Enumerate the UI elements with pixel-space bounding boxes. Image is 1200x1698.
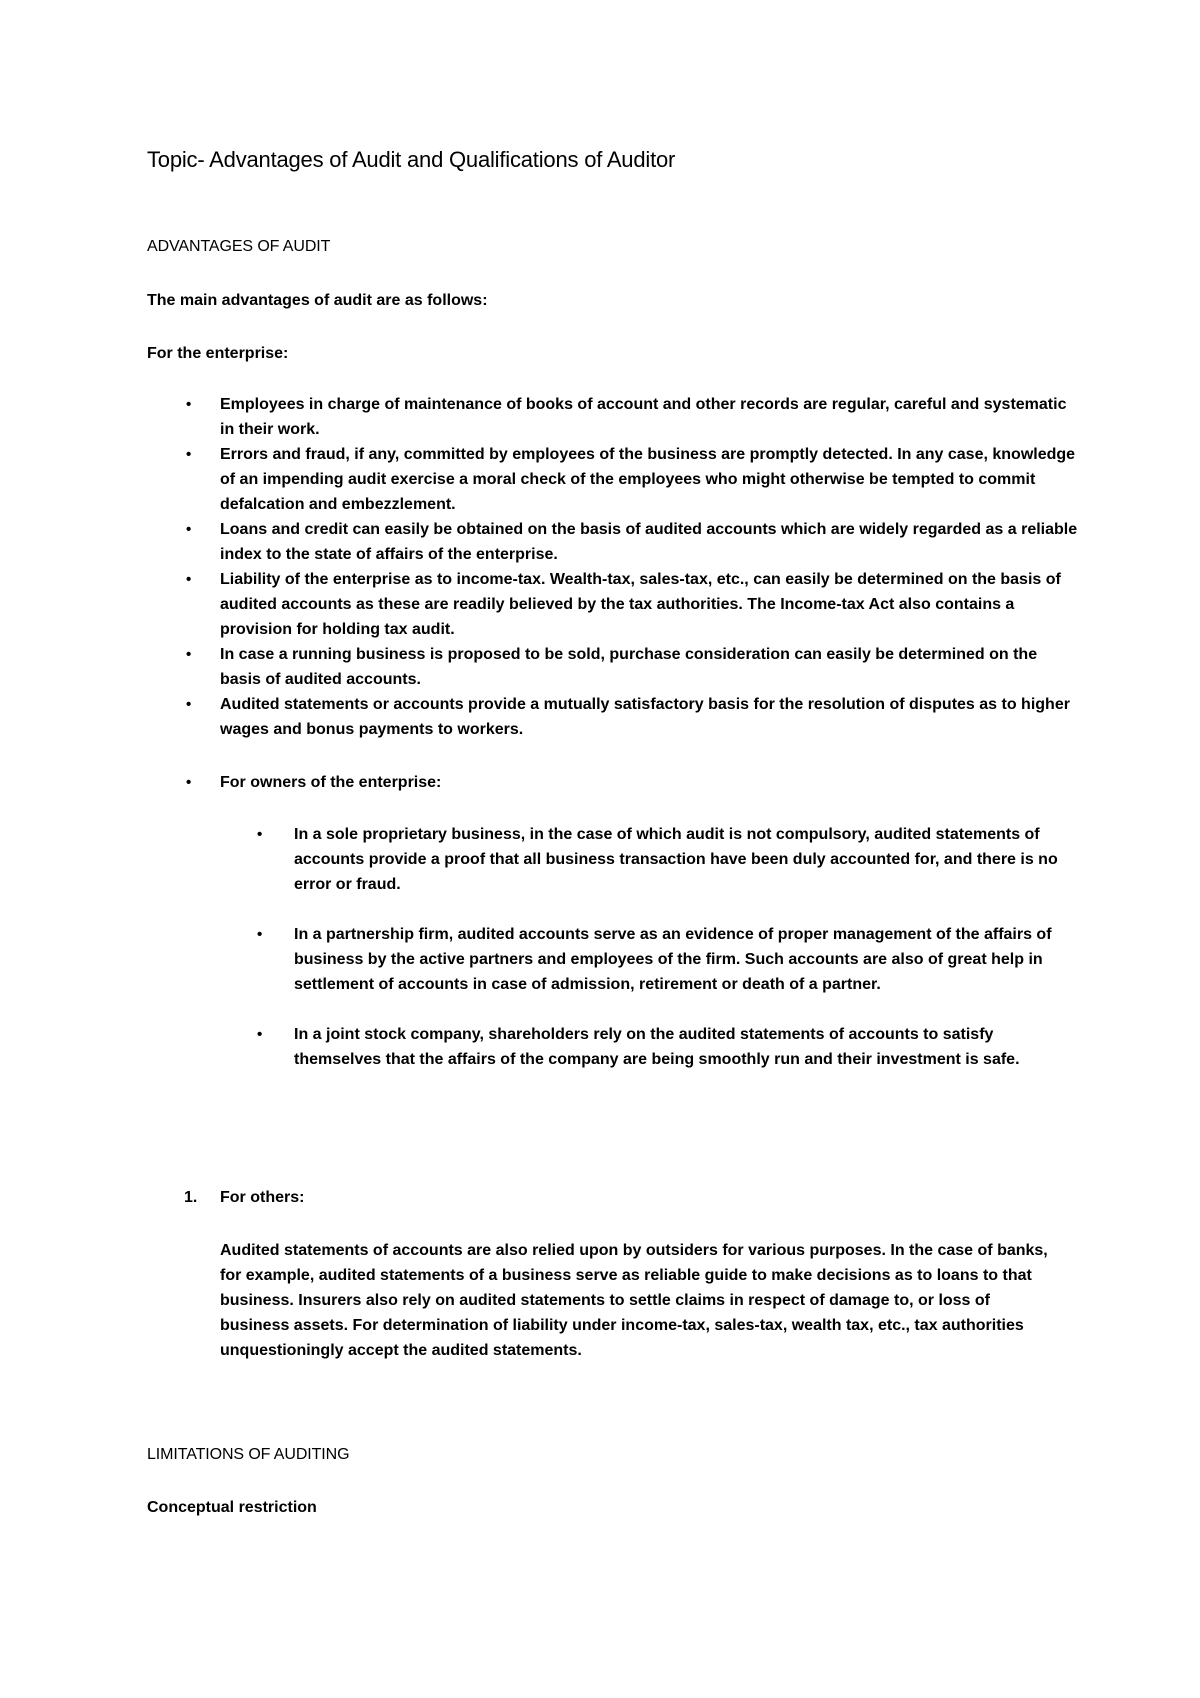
section-heading-advantages: ADVANTAGES OF AUDIT [147,238,331,255]
owners-list [257,822,1074,1097]
list-item [186,692,1080,742]
owners-heading: For owners of the enterprise: [220,774,442,791]
bullet-icon: • [186,696,192,713]
list-item [186,642,1080,692]
others-heading: For others: [220,1189,305,1206]
list-item [257,922,1074,997]
bullet-icon: • [186,396,192,413]
list-item [186,392,1080,442]
bullet-icon: • [257,826,263,843]
list-item [186,517,1080,567]
bullet-icon: • [186,571,192,588]
list-item [257,822,1074,897]
list-item-text: In a joint stock company, shareholders rely on the audited statements of accounts to satisfy themselves that the affairs of the company are being smoothly run and their investment is safe. [294,1026,1020,1068]
list-item [186,442,1080,517]
list-item-text: Liability of the enterprise as to income-tax. Wealth-tax, sales-tax, etc., can easily be determined on the basis of audited accounts as these are readily believed by the tax authorities. The Income-tax Act also contains a provision for holding tax audit. [220,571,1061,638]
bullet-icon: • [186,774,192,791]
bullet-icon: • [257,1026,263,1043]
owners-heading-item [186,770,442,795]
list-item-text: Audited statements or accounts provide a mutually satisfactory basis for the resolution of disputes as to higher wages and bonus payments to workers. [220,696,1070,738]
conceptual-heading: Conceptual restriction [147,1499,317,1516]
bullet-icon: • [257,926,263,943]
bullet-icon: • [186,646,192,663]
enterprise-list [186,392,1080,742]
section-heading-limitations: LIMITATIONS OF AUDITING [147,1446,350,1463]
page-title: Topic- Advantages of Audit and Qualifications of Auditor [147,147,676,172]
list-number: 1. [184,1189,198,1206]
list-item-text: Employees in charge of maintenance of books of account and other records are regular, careful and systematic in their work. [220,396,1067,438]
others-heading-item [184,1185,305,1210]
enterprise-heading: For the enterprise: [147,345,289,362]
list-item-text: In a sole proprietary business, in the case of which audit is not compulsory, audited statements of accounts provide a proof that all business transaction have been duly accounted for, and there is no error or fraud. [294,826,1058,893]
list-item [257,1022,1074,1072]
list-item-text: In a partnership firm, audited accounts serve as an evidence of proper management of the affairs of business by the active partners and employees of the firm. Such accounts are also of great help in settlement of accounts in case of admission, retirement or death of a partner. [294,926,1052,993]
list-item [186,567,1080,642]
others-paragraph: Audited statements of accounts are also relied upon by outsiders for various purposes. In the case of banks, for example, audited statements of a business serve as reliable guide to make decisions as to loans to that business. Insurers also rely on audited statements to settle claims in respect of damage to, or loss of business assets. For determination of liability under income-tax, sales-tax, wealth tax, etc., tax authorities unquestioningly accept the audited statements. [220,1242,1048,1359]
bullet-icon: • [186,521,192,538]
list-item-text: In case a running business is proposed to be sold, purchase consideration can easily be determined on the basis of audited accounts. [220,646,1038,688]
list-item-text: Loans and credit can easily be obtained on the basis of audited accounts which are widely regarded as a reliable index to the state of affairs of the enterprise. [220,521,1078,563]
bullet-icon: • [186,446,192,463]
list-item-text: Errors and fraud, if any, committed by employees of the business are promptly detected. In any case, knowledge of an impending audit exercise a moral check of the employees who might otherwise be tempted to commit defalcation and embezzlement. [220,446,1076,513]
intro-text: The main advantages of audit are as follows: [147,292,488,309]
